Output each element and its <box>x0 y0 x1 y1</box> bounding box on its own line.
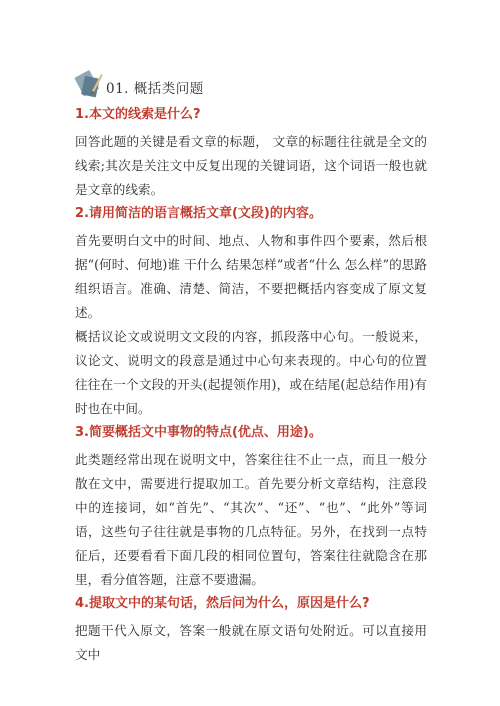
pen-paper-icon <box>74 69 104 99</box>
question-answer-paragraph: 回答此题的关键是看文章的标题， 文章的标题往往就是全文的线索;其次是关注文中反复出现的关键词语，这个词语一般也就是文章的线索。 <box>75 134 427 197</box>
section-header <box>74 68 204 100</box>
question-list <box>75 104 427 667</box>
question-title: 3.简要概括文中事物的特点(优点、用途)。 <box>75 425 322 440</box>
question-title: 4.提取文中的某句话，然后问为什么，原因是什么? <box>75 596 370 611</box>
question-answer-paragraph: 首先要明白文中的时间、地点、人物和事件四个要素，然后根据“(何时、何地)谁 干什么 结果怎样”或者“什么 怎么样”的思路组织语言。准确、清楚、简洁，不要把概括内容变成了原文复述。 <box>75 233 427 320</box>
question-title: 2.请用简洁的语言概括文章(文段)的内容。 <box>75 206 322 221</box>
section-title: 01. 概括类问题 <box>106 81 204 97</box>
question-answer-paragraph: 概括议论文或说明文文段的内容，抓段落中心句。一般说来，议论文、说明文的段意是通过中心句来表现的。中心句的位置往往在一个文段的开头(起提领作用)，或在结尾(起总结作用)有时也在中间。 <box>75 329 427 416</box>
question-title: 1.本文的线索是什么? <box>75 107 201 122</box>
question-answer-paragraph: 把题干代入原文，答案一般就在原文语句处附近。可以直接用文中 <box>75 623 427 662</box>
question-answer-paragraph: 此类题经常出现在说明文中，答案往往不止一点，而且一般分散在文中，需要进行提取加工。首先要分析文章结构，注意段中的连接词，如“首先”、“其次”、“还”、“也”、“此外”等词语，这些句子往往就是事物的几点特征。另外，在找到一点特征后，还要看看下面几段的相同位置句，答案往往就隐含在那里，看分值答题，注意不要遗漏。 <box>75 452 427 587</box>
